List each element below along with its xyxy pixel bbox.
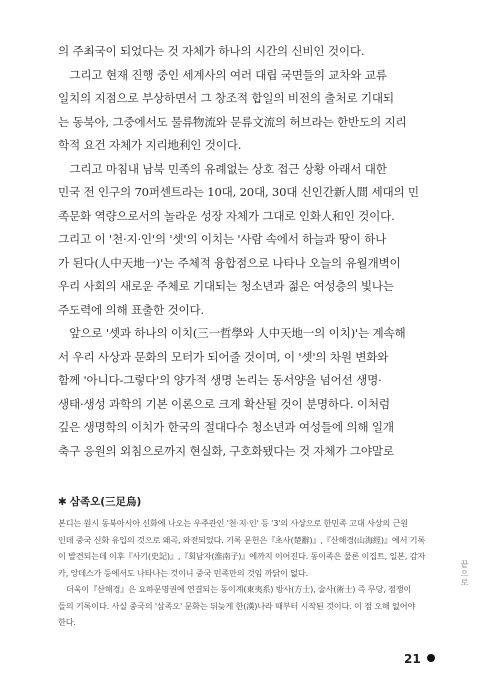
text-line: 함께 '아니다-그렇다'의 양가적 생명 논리는 동서양을 넘어선 생명· [58, 373, 382, 387]
asterisk-icon: ✱ [58, 496, 67, 508]
footnote [58, 494, 438, 631]
text-line: 그리고 이 '천·지·인'의 '셋'의 이치는 '사람 속에서 하늘과 땅이 하나 [58, 232, 387, 246]
text-line: 는 동북아, 그중에서도 물류物流와 문류文流의 허브라는 한반도의 지리 [58, 114, 407, 129]
text-line: 우리 사회의 새로운 주체로 기대되는 청소년과 젊은 여성층의 빛나는 [58, 279, 394, 293]
page-dot-icon [427, 654, 435, 662]
footnote-line: 카, 앙데스가 등에서도 나타나는 것이니 중국 민족만의 것임 까닭이 없다. [58, 567, 308, 578]
main-text [58, 40, 436, 463]
text-line: 깊은 생명학의 이치가 한국의 절대다수 청소년과 여성들에 의해 일개 [58, 420, 394, 434]
footnote-line: 더욱이『산해경』은 요하문명권에 연결되는 동이계(東夷系) 방사(方士), 술사(術士) 즉 무당, 점쟁이 [58, 584, 412, 594]
text-line: 앞으로 '셋과 하나의 이치(三一哲學와 人中天地一의 이치)'는 계속해 [58, 326, 406, 340]
text-line: 민국 전 인구의 70퍼센트라는 10대, 20대, 30대 신인간新人間 세대의 민 [58, 185, 419, 199]
footnote-heading: 삼족오(三足烏) [69, 496, 142, 508]
chapter-side-label: 끝으로 [460, 560, 469, 587]
footnote-line: 들의 기록이다. 사실 중국의 '삼족오' 문화는 뒤늦게 한(漢)나라 때부터 시작된 것이다. 이 점 오해 없어야 [58, 600, 416, 611]
text-line: 일치의 지점으로 부상하면서 그 창조적 합일의 비전의 출처로 기대되 [58, 91, 394, 105]
text-line: 주도력에 의해 표출한 것이다. [58, 302, 204, 317]
text-line: 족문화 역량으로서의 놀라운 성장 자체가 그대로 인화人和인 것이다. [58, 208, 395, 223]
text-line: 축구 응원의 외침으로까지 현실화, 구호화됐다는 것 자체가 그야말로 [58, 443, 394, 458]
footnote-title [58, 494, 438, 509]
text-line: 가 된다(人中天地一)'는 주체적 융합점으로 나타나 오늘의 유월개벽이 [58, 255, 401, 270]
footnote-line: 한다. [58, 617, 76, 627]
text-line: 그리고 마침내 남북 민족의 유례없는 상호 접근 상황 아래서 대한 [58, 161, 387, 176]
text-line: 학적 요건 자체가 지리地利인 것이다. [58, 138, 242, 152]
page-number: 21 [404, 652, 421, 666]
text-line: 그리고 현재 진행 중인 세계사의 여러 대립 국면들의 교차와 교류 [58, 67, 387, 82]
footnote-line: 본디는 원시 동북아시아 신화에 나오는 우주관인 '천·지·인' 등 '3'의 사상으로 한민족 고대 사상의 근원 [58, 518, 408, 528]
text-line: 의 주최국이 되었다는 것 자체가 하나의 시간의 신비인 것이다. [58, 44, 365, 58]
text-line: 서 우리 사상과 문화의 모터가 되어줄 것이며, 이 '셋'의 차원 변화와 [58, 349, 389, 364]
footnote-line: 이 발견되는데 이후『사기(史記)』,『회남자(淮南子)』에까지 이어진다. 동이족은 물론 이집트, 일본, 감자 [58, 551, 426, 561]
footnote-line: 인데 중국 신화 유입의 것으로 왜곡, 와전되었다. 기록 문헌은『초사(楚辭)』,『산해경(山海經)』에서 기록 [58, 534, 426, 545]
text-line: 생태·생성 과학의 기본 이론으로 크게 확산될 것이 분명하다. 이처럼 [58, 396, 390, 411]
